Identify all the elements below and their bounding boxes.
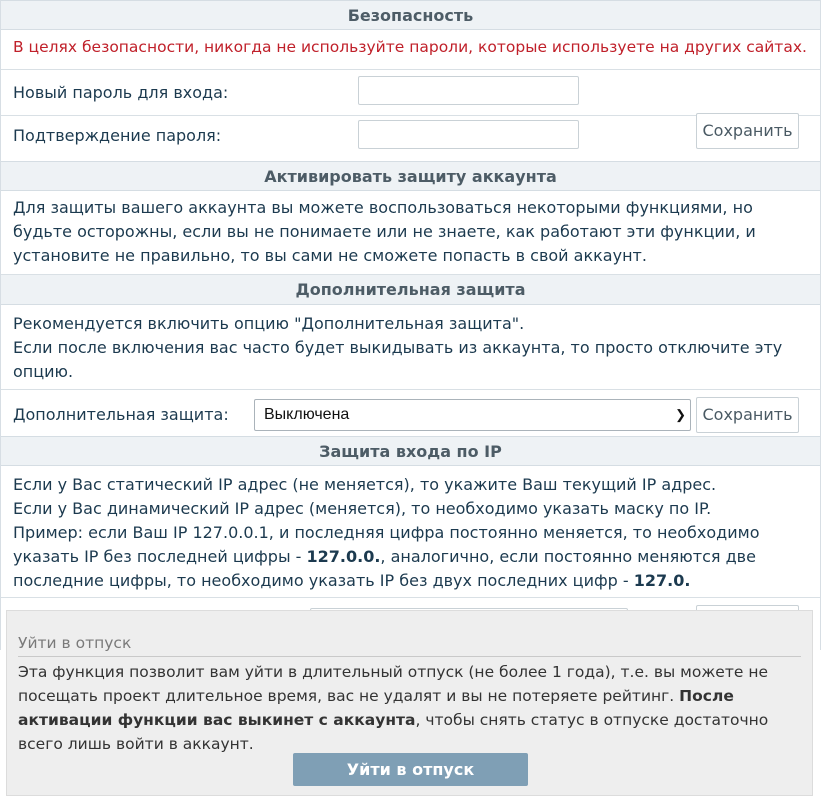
extra-protection-selected: Выключена bbox=[264, 406, 350, 423]
security-header: Безопасность bbox=[1, 0, 820, 30]
chevron-down-icon: ❯ bbox=[675, 407, 686, 422]
extra-protection-info-row bbox=[1, 305, 820, 390]
activate-protection-header: Активировать защиту аккаунта bbox=[1, 161, 820, 191]
ip-example-mask-2: 127.0. bbox=[633, 571, 691, 590]
extra-protection-line-1: Рекомендуется включить опцию "Дополнительная защита". bbox=[13, 314, 525, 333]
confirm-password-input[interactable] bbox=[358, 120, 579, 149]
extra-protection-label: Дополнительная защита: bbox=[13, 405, 229, 424]
vacation-title: Уйти в отпуск bbox=[18, 634, 132, 652]
new-password-label: Новый пароль для входа: bbox=[13, 83, 229, 102]
vacation-text bbox=[18, 660, 808, 756]
new-password-input[interactable] bbox=[358, 76, 579, 105]
extra-protection-line-2: Если после включения вас часто будет выкидывать из аккаунта, то просто отключите эту опцию. bbox=[13, 338, 783, 381]
ip-example-text-c: , аналогично, если постоянно меняются две последние цифры, то необходимо указать IP без двух последних цифр - bbox=[13, 547, 756, 590]
vacation-button[interactable]: Уйти в отпуск bbox=[293, 753, 528, 786]
ip-example-text-a: Пример: если Ваш IP 127.0.0.1, и последняя цифра постоянно меняется, то необходимо указать IP без последней цифры - bbox=[13, 523, 760, 566]
new-password-row bbox=[1, 70, 820, 116]
extra-protection-header: Дополнительная защита bbox=[1, 275, 820, 305]
security-warning-row bbox=[1, 30, 820, 70]
confirm-password-row bbox=[1, 116, 820, 161]
activate-protection-text: Для защиты вашего аккаунта вы можете воспользоваться некоторыми функциями, но будьте осторожны, если вы не понимаете или не знаете, как работают эти функции, и установите не правильно, то вы сами не сможете попасть в свой аккаунт. bbox=[13, 198, 756, 265]
ip-protection-info-row bbox=[1, 466, 820, 598]
vacation-text-warning: После активации функции вас выкинет с аккаунта bbox=[18, 687, 734, 729]
confirm-password-label: Подтверждение пароля: bbox=[13, 126, 222, 145]
ip-info-line-3 bbox=[13, 521, 808, 593]
vacation-text-c: , чтобы снять статус в отпуске достаточно всего лишь войти в аккаунт. bbox=[18, 711, 769, 753]
extra-protection-text bbox=[1, 305, 820, 389]
save-password-button[interactable]: Сохранить bbox=[696, 113, 799, 149]
security-warning: В целях безопасности, никогда не используйте пароли, которые используете на других сайтах. bbox=[13, 38, 807, 56]
activate-protection-row bbox=[1, 191, 820, 275]
extra-protection-select[interactable] bbox=[254, 399, 691, 431]
ip-protection-text bbox=[1, 466, 820, 597]
vacation-panel bbox=[6, 610, 813, 796]
ip-info-line-2: Если у Вас динамический IP адрес (меняется), то необходимо указать маску по IP. bbox=[13, 499, 712, 518]
ip-example-mask-1: 127.0.0. bbox=[306, 547, 381, 566]
ip-protection-header: Защита входа по IP bbox=[1, 436, 820, 466]
save-extra-protection-button[interactable]: Сохранить bbox=[696, 397, 799, 433]
vacation-text-a: Эта функция позволит вам уйти в длительный отпуск (не более 1 года), т.е. вы можете не посещать проект длительное время, вас не удалят и вы не потеряете рейтинг. bbox=[18, 663, 768, 705]
vacation-divider bbox=[18, 656, 801, 657]
extra-protection-field-row bbox=[1, 390, 820, 436]
ip-info-line-1: Если у Вас статический IP адрес (не меняется), то укажите Ваш текущий IP адрес. bbox=[13, 475, 717, 494]
